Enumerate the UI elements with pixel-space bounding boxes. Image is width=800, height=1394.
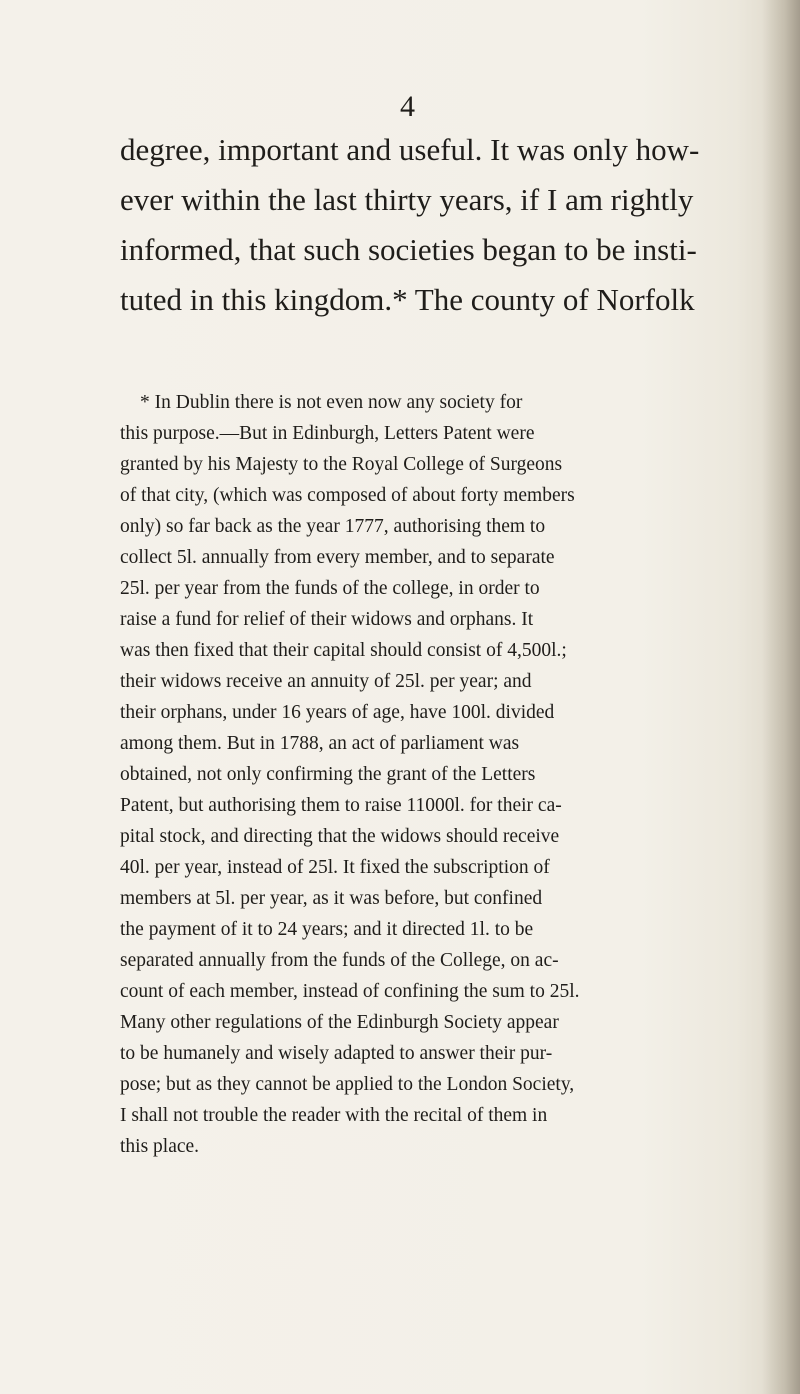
footnote-line: this purpose.—But in Edinburgh, Letters Patent were (120, 423, 535, 444)
page-number: 4 (400, 90, 415, 123)
footnote-line: the payment of it to 24 years; and it directed 1l. to be (120, 919, 534, 940)
footnote-line: * In Dublin there is not even now any society for (140, 392, 523, 413)
footnote-line: members at 5l. per year, as it was before, but confined (120, 888, 543, 909)
footnote-line: pital stock, and directing that the widows should receive (120, 826, 560, 847)
footnote-line: count of each member, instead of confining the sum to 25l. (120, 981, 580, 1002)
footnote-line: granted by his Majesty to the Royal College of Surgeons (120, 454, 563, 475)
footnote-line: their widows receive an annuity of 25l. per year; and (120, 671, 532, 692)
footnote-line: Many other regulations of the Edinburgh Society appear (120, 1012, 559, 1033)
footnote-line: to be humanely and wisely adapted to answer their pur- (120, 1043, 553, 1064)
body-line: informed, that such societies began to be insti- (120, 232, 697, 267)
footnote-line: pose; but as they cannot be applied to the London Society, (120, 1074, 575, 1095)
footnote-line: was then fixed that their capital should consist of 4,500l.; (120, 640, 567, 661)
footnote-line: of that city, (which was composed of about forty members (120, 485, 575, 506)
footnote-line: collect 5l. annually from every member, and to separate (120, 547, 555, 568)
body-line: tuted in this kingdom.* The county of Norfolk (120, 282, 695, 317)
footnote-line: this place. (120, 1136, 200, 1157)
footnote-line: their orphans, under 16 years of age, have 100l. divided (120, 702, 555, 723)
footnote-line: Patent, but authorising them to raise 11000l. for their ca- (120, 795, 562, 816)
footnote-line: separated annually from the funds of the College, on ac- (120, 950, 559, 971)
body-line: degree, important and useful. It was only how- (120, 132, 700, 167)
footnote-line: 40l. per year, instead of 25l. It fixed the subscription of (120, 857, 550, 878)
footnote-line: 25l. per year from the funds of the college, in order to (120, 578, 540, 599)
footnote-line: raise a fund for relief of their widows and orphans. It (120, 609, 534, 630)
footnote-line: obtained, not only confirming the grant of the Letters (120, 764, 536, 785)
footnote (120, 387, 770, 1162)
footnote-line: among them. But in 1788, an act of parliament was (120, 733, 520, 754)
footnote-line: I shall not trouble the reader with the recital of them in (120, 1105, 548, 1126)
body-line: ever within the last thirty years, if I am rightly (120, 182, 694, 217)
body-text (120, 125, 760, 325)
footnote-line: only) so far back as the year 1777, authorising them to (120, 516, 546, 537)
